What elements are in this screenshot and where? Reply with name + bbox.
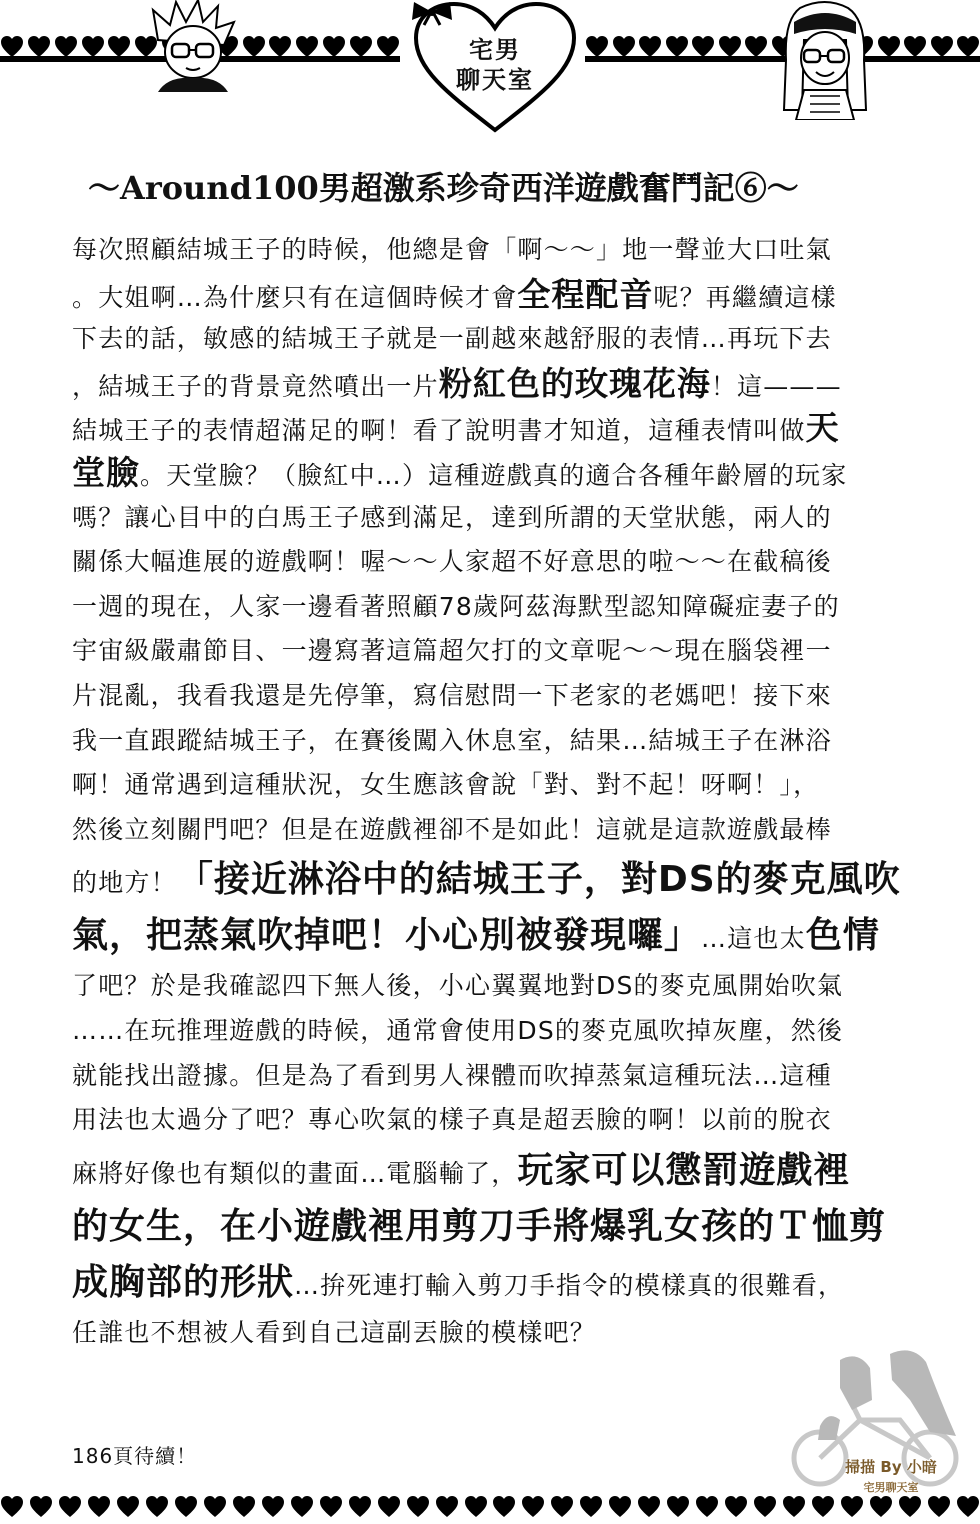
continued-note: 186頁待續！ [72,1444,198,1468]
heart-icon [579,1495,603,1519]
line-text: 呢？再繼續這樣 [653,282,837,312]
heart-icon [930,35,954,59]
text-line [72,540,912,585]
text-line [72,1098,912,1143]
text-line [72,406,912,451]
line-text: 的地方！ [72,868,177,898]
line-text: 麻將好像也有類似的畫面…電腦輸了， [72,1158,518,1188]
title-line-2: 聊天室 [456,66,534,94]
bottom-heart-border [0,1490,980,1524]
title-heart-badge [410,0,580,135]
line-text: 嗎？讓心目中的白馬王子感到滿足，達到所謂的天堂狀態，兩人的 [72,502,832,532]
bow-icon [410,0,454,26]
emphasis-text: 玩家可以懲罰遊戲裡 [517,1149,851,1191]
emphasis-text: 堂臉 [72,452,140,492]
heart-icon [0,35,24,59]
heart-icon [927,1495,951,1519]
heart-icon [203,1495,227,1519]
heart-icon [232,1495,256,1519]
text-line [72,964,912,1009]
text-line [72,1255,912,1311]
heart-icon [753,1495,777,1519]
heart-icon [744,35,768,59]
heart-icon [612,35,636,59]
emphasis-text: 氣，把蒸氣吹掉吧！小心別被發現囉」 [72,915,702,957]
watermark-line-1: 掃描 By 小暗 [845,1458,937,1476]
line-text: 就能找出證據。但是為了看到男人裸體而吹掉蒸氣這種玩法…這種 [72,1060,832,1090]
heart-icon [956,35,980,59]
heart-icon [349,35,373,59]
heart-icon [0,1495,24,1519]
line-text: ，結城王子的背景竟然噴出一片 [72,371,439,401]
text-line [72,362,912,407]
heart-icon [665,35,689,59]
line-text: 我一直跟蹤結城王子，在賽後闖入休息室，結果…結城王子在淋浴 [72,725,832,755]
heart-icon [406,1495,430,1519]
heart-icon [550,1495,574,1519]
heart-icon [898,1495,922,1519]
heart-icon [638,35,662,59]
text-line [72,228,912,273]
girl-avatar-icon [770,0,880,120]
heart-icon [87,1495,111,1519]
heart-icon [116,1495,140,1519]
heart-icon [242,35,266,59]
heart-icon [877,35,901,59]
text-line [72,629,912,674]
line-text: …拚死連打輸入剪刀手指令的模樣真的很難看， [294,1270,845,1300]
title-line-1: 宅男 [469,36,521,64]
line-text: 用法也太過分了吧？專心吹氣的樣子真是超丟臉的啊！以前的脫衣 [72,1105,832,1135]
heart-icon [903,35,927,59]
line-text: 片混亂，我看我還是先停筆，寫信慰問一下老家的老媽吧！接下來 [72,680,832,710]
heart-icon [521,1495,545,1519]
line-text: 任誰也不想被人看到自己這副丟臉的模樣吧？ [72,1317,597,1347]
text-line [72,763,912,808]
heart-icon [295,35,319,59]
text-line [72,1054,912,1099]
heart-icon [174,1495,198,1519]
text-line [72,719,912,764]
emphasis-text: 成胸部的形狀 [72,1261,295,1303]
heart-icon [376,35,400,59]
heart-icon [29,1495,53,1519]
heart-icon [840,1495,864,1519]
line-text: 一週的現在，人家一邊看著照顧78歲阿茲海默型認知障礙症妻子的 [72,591,840,621]
emphasis-text: 的女生，在小遊戲裡用剪刀手將爆乳女孩的Ｔ恤剪 [72,1205,887,1247]
heart-icon [27,35,51,59]
text-line [72,1143,912,1199]
heart-icon [54,35,78,59]
text-line [72,317,912,362]
line-text: 下去的話，敏感的結城王子就是一副越來越舒服的表情…再玩下去 [72,324,832,354]
line-text: 結城王子的表情超滿足的啊！看了說明書才知道，這種表情叫做 [72,416,806,446]
heart-icon [261,1495,285,1519]
heart-icon [58,1495,82,1519]
heart-icon [608,1495,632,1519]
heart-icon [691,35,715,59]
heart-icon [724,1495,748,1519]
emphasis-text: 天 [805,408,840,448]
emphasis-text: 色情 [805,915,880,957]
emphasis-text: 全程配音 [517,274,654,314]
heart-icon [145,1495,169,1519]
heart-icon [956,1495,980,1519]
heart-icon [268,35,292,59]
emphasis-text: 粉紅色的玫瑰花海 [438,363,711,403]
text-line [72,852,912,908]
heart-icon [869,1495,893,1519]
heart-icon [637,1495,661,1519]
article-headline: ～Around100男超激系珍奇西洋遊戲奮鬥記⑥～ [88,169,799,207]
heart-icon [782,1495,806,1519]
heart-icon [107,35,131,59]
line-text: 每次照顧結城王子的時候，他總是會「啊～～」地一聲並大口吐氣 [72,235,832,264]
text-line [72,496,912,541]
line-text: 。天堂臉？（臉紅中…）這種遊戲真的適合各種年齡層的玩家 [140,460,848,490]
line-text: 關係大幅進展的遊戲啊！喔～～人家超不好意思的啦～～在截稿後 [72,547,832,577]
text-line [72,1199,912,1255]
heart-icon [348,1495,372,1519]
heart-icon [464,1495,488,1519]
heart-icon [811,1495,835,1519]
heart-icon [435,1495,459,1519]
scan-watermark [816,1456,966,1495]
heart-icon [322,35,346,59]
heart-icon [377,1495,401,1519]
line-text: 宇宙級嚴肅節目、一邊寫著這篇超欠打的文章呢～～現在腦袋裡一 [72,636,832,666]
heart-icon [718,35,742,59]
line-text: ……在玩推理遊戲的時候，通常會使用DS的麥克風吹掉灰塵，然後 [72,1015,844,1045]
text-line [72,585,912,630]
text-line [72,451,912,496]
heart-icon [81,35,105,59]
heart-icon [319,1495,343,1519]
line-text: 。大姐啊…為什麼只有在這個時候才會 [72,282,518,312]
boy-avatar-icon [148,0,238,92]
line-text: ！這——— [710,371,842,401]
line-text: 了吧？於是我確認四下無人後，小心翼翼地對DS的麥克風開始吹氣 [72,971,844,1001]
text-line [72,674,912,719]
text-line [72,273,912,318]
line-text: 啊！通常遇到這種狀況，女生應該會說「對、對不起！呀啊！」， [72,770,820,800]
heart-icon [492,1495,516,1519]
article-body [72,228,912,1355]
heart-icon [585,35,609,59]
heart-icon [666,1495,690,1519]
text-line [72,808,912,853]
text-line [72,908,912,964]
heart-icon [290,1495,314,1519]
watermark-line-2: 宅男聊天室 [863,1481,919,1494]
line-text: 然後立刻關門吧？但是在遊戲裡卻不是如此！這就是這款遊戲最棒 [72,814,832,844]
emphasis-text: 「接近淋浴中的結城王子，對DS的麥克風吹 [176,859,901,901]
line-text: …這也太 [701,924,806,954]
heart-icon [695,1495,719,1519]
text-line [72,1009,912,1054]
